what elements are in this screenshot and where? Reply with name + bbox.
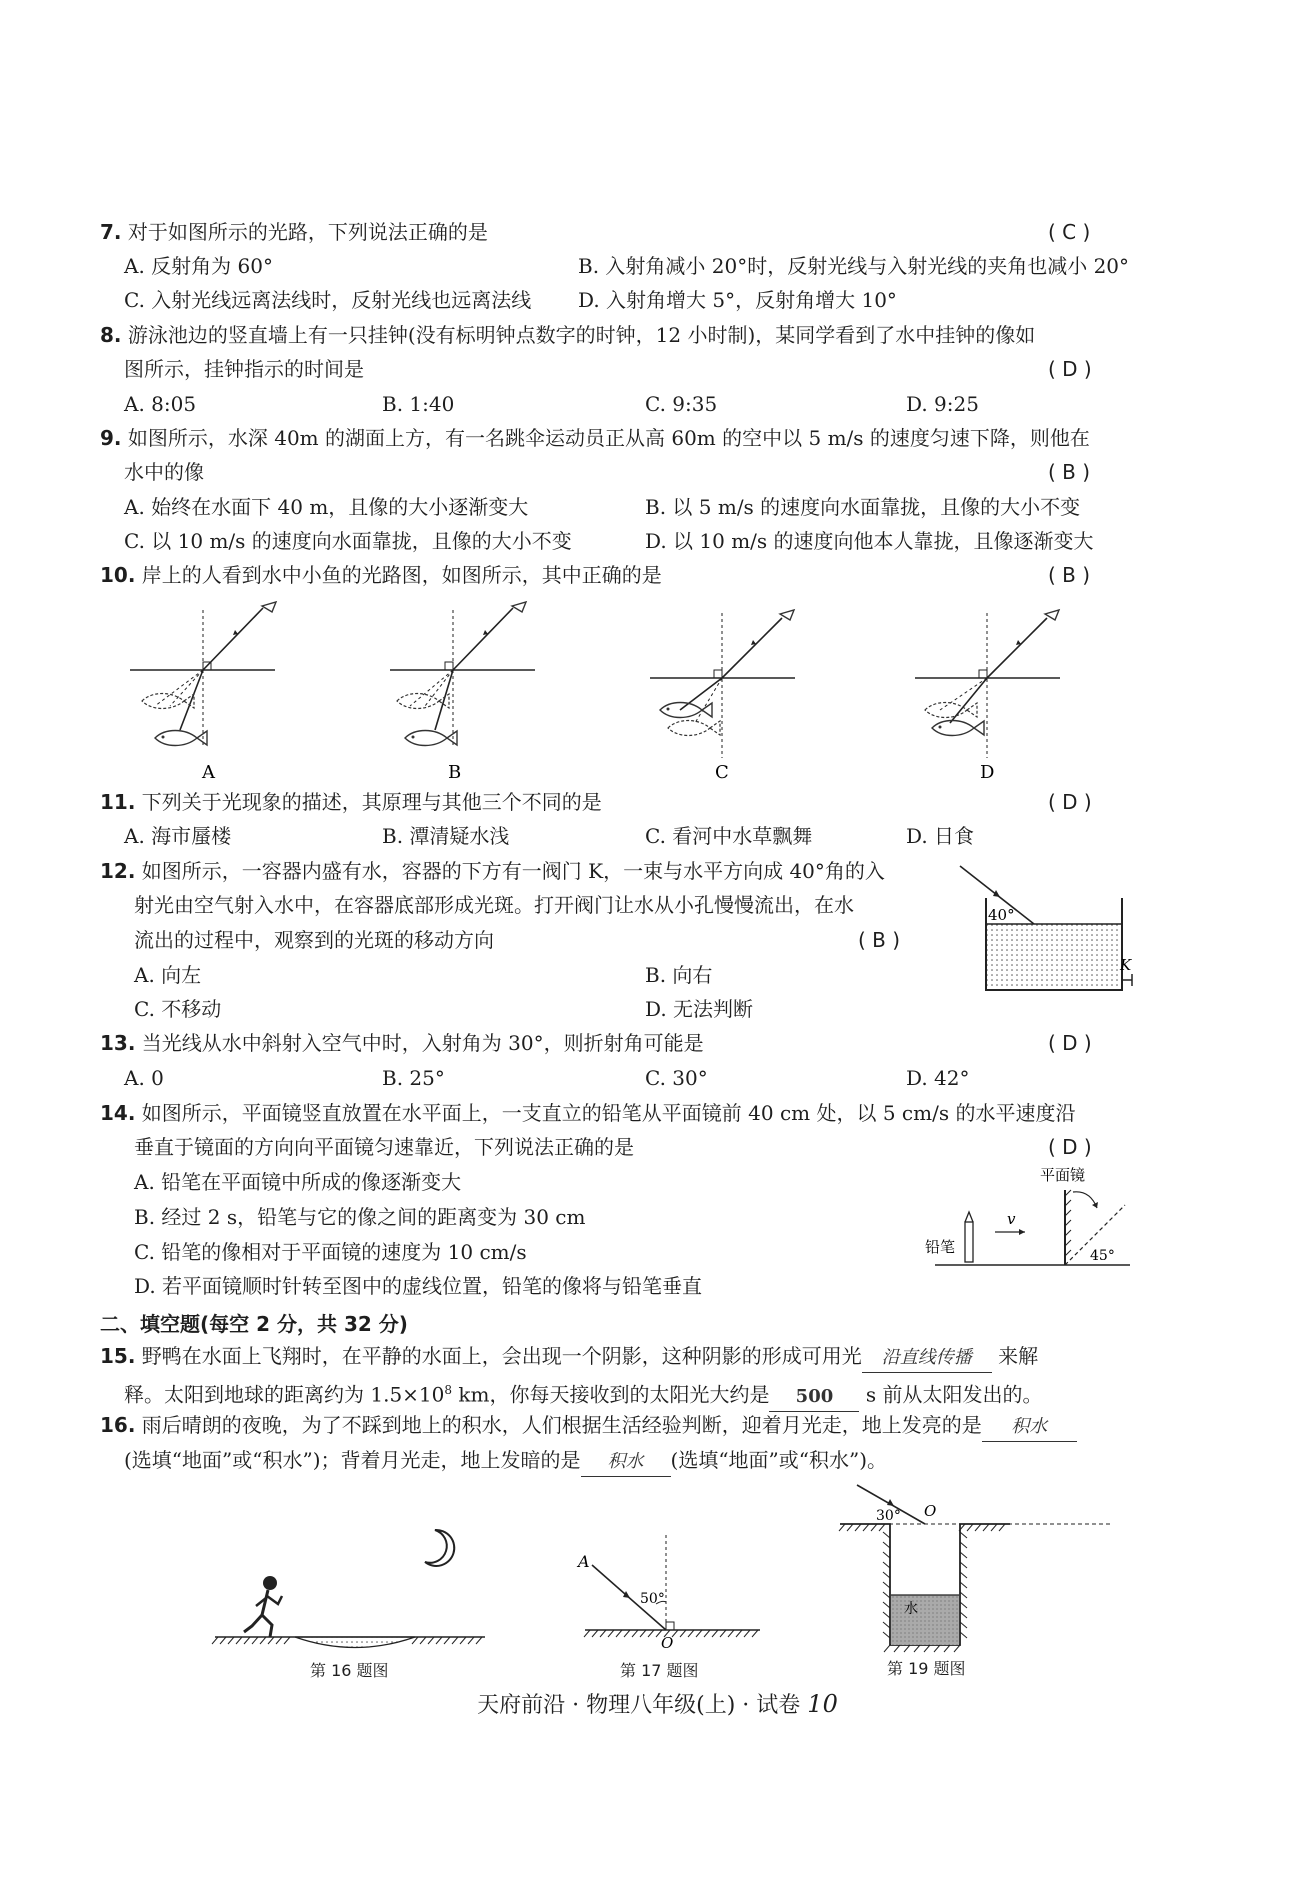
q14-option-b: B. 经过 2 s，铅笔与它的像之间的距离变为 30 cm [134, 1205, 586, 1229]
q12-stem-line2: 射光由空气射入水中，在容器底部形成光斑。打开阀门让水从小孔慢慢流出，在水 [134, 893, 854, 917]
q7-option-c: C. 入射光线远离法线时，反射光线也远离法线 [124, 288, 532, 312]
q7-answer: ( C ) [1048, 220, 1091, 244]
q10-diagrams [120, 598, 1160, 788]
bottom-figures [200, 1480, 1120, 1670]
q10-diagram-d [915, 610, 1060, 758]
q12-option-b: B. 向右 [645, 963, 713, 987]
q13-answer: ( D ) [1048, 1031, 1092, 1055]
q7-stem: 7. 对于如图所示的光路，下列说法正确的是 [100, 220, 488, 244]
q9-stem-line2: 水中的像 [124, 460, 204, 484]
q14-pencil-label: 铅笔 [925, 1238, 956, 1256]
q10-answer: ( B ) [1048, 563, 1091, 587]
q15-blank-1: 沿直线传播 [862, 1344, 992, 1373]
q16-line2: (选填“地面”或“积水”)；背着月光走，地上发暗的是 积水 (选填“地面”或“积水”)。 [124, 1446, 887, 1477]
q11-answer: ( D ) [1048, 790, 1092, 814]
fig16-diagram [212, 1530, 485, 1648]
q9-stem-line1: 9. 如图所示，水深 40m 的湖面上方，有一名跳伞运动员正从高 60m 的空中以 5 m/s 的速度匀速下降，则他在 [100, 426, 1090, 450]
q12-option-d: D. 无法判断 [645, 997, 754, 1021]
fig17-caption: 第 17 题图 [620, 1661, 699, 1680]
q8-answer: ( D ) [1048, 357, 1092, 381]
q10-diagram-b [390, 602, 535, 748]
q13-option-c: C. 30° [645, 1066, 708, 1090]
q13-option-b: B. 25° [382, 1066, 445, 1090]
q10-diagram-a [130, 602, 276, 748]
q8-stem-line2: 图所示，挂钟指示的时间是 [124, 357, 364, 381]
q14-answer: ( D ) [1048, 1135, 1092, 1159]
q7-option-b: B. 入射角减小 20°时，反射光线与入射光线的夹角也减小 20° [578, 254, 1130, 278]
q10-stem: 10. 岸上的人看到水中小鱼的光路图，如图所示，其中正确的是 [100, 563, 662, 587]
q8-option-c: C. 9:35 [645, 392, 718, 416]
q8-option-a: A. 8:05 [124, 392, 197, 416]
q15-line1: 15. 野鸭在水面上飞翔时，在平静的水面上，会出现一个阴影，这种阴影的形成可用光 沿直线传播 来解 [100, 1342, 1038, 1373]
fig19-angle-label: 30° [876, 1508, 901, 1524]
page-number: 10 [807, 1690, 838, 1718]
q11-option-c: C. 看河中水草飘舞 [645, 824, 813, 848]
fig19-water-label: 水 [904, 1601, 918, 1617]
q16-blank-1: 积水 [982, 1413, 1077, 1442]
q14-mirror-label: 平面镜 [1040, 1166, 1086, 1184]
q8-stem-line1: 8. 游泳池边的竖直墙上有一只挂钟(没有标明钟点数字的时钟，12 小时制)，某同学看到了水中挂钟的像如 [100, 323, 1036, 347]
q14-option-a: A. 铅笔在平面镜中所成的像逐渐变大 [134, 1170, 462, 1194]
q14-stem-line2: 垂直于镜面的方向向平面镜匀速靠近，下列说法正确的是 [134, 1135, 634, 1159]
q10-label-b: B [448, 762, 462, 783]
fig17-o-label: O [661, 1634, 674, 1652]
q12-angle-label: 40° [988, 906, 1015, 924]
q12-answer: ( B ) [858, 928, 901, 952]
q15-blank-2: 500 [769, 1383, 859, 1412]
page-footer: 天府前沿 · 物理八年级(上) · 试卷 10 [477, 1690, 838, 1718]
q10-diagram-c [650, 610, 795, 758]
q7-option-d: D. 入射角增大 5°，反射角增大 10° [578, 288, 897, 312]
q9-option-d: D. 以 10 m/s 的速度向他本人靠拢，且像逐渐变大 [645, 529, 1094, 553]
q14-figure [915, 1160, 1135, 1280]
fig19-caption: 第 19 题图 [887, 1659, 966, 1678]
q7-option-a: A. 反射角为 60° [124, 254, 273, 278]
q9-answer: ( B ) [1048, 460, 1091, 484]
q15-line2: 释。太阳到地球的距离约为 $1.5\times 10^8$ km，你每天接收到的太阳光大约是 500 s 前从太阳发出的。 [124, 1376, 1042, 1412]
q8-option-d: D. 9:25 [906, 392, 979, 416]
q8-option-b: B. 1:40 [382, 392, 455, 416]
q16-blank-2: 积水 [581, 1448, 671, 1477]
q10-label-a: A [202, 762, 215, 783]
q14-v-label: v [1007, 1210, 1016, 1228]
section-fill-in-title: 二、填空题(每空 2 分，共 32 分) [100, 1312, 408, 1336]
q10-label-c: C [715, 762, 729, 783]
q12-option-c: C. 不移动 [134, 997, 222, 1021]
q12-option-a: A. 向左 [134, 963, 202, 987]
q10-label-d: D [980, 762, 995, 783]
q13-option-a: A. 0 [124, 1066, 164, 1090]
q11-option-b: B. 潭清疑水浅 [382, 824, 510, 848]
fig17-a-label: A [578, 1552, 590, 1571]
q16-line1: 16. 雨后晴朗的夜晚，为了不踩到地上的积水，人们根据生活经验判断，迎着月光走，地上发亮的是 积水 [100, 1411, 1077, 1442]
q12-figure [950, 858, 1135, 998]
fig19-o-label: O [924, 1502, 937, 1520]
q11-stem: 11. 下列关于光现象的描述，其原理与其他三个不同的是 [100, 790, 602, 814]
q13-option-d: D. 42° [906, 1066, 970, 1090]
q9-option-b: B. 以 5 m/s 的速度向水面靠拢，且像的大小不变 [645, 495, 1081, 519]
fig16-caption: 第 16 题图 [310, 1661, 389, 1680]
q13-stem: 13. 当光线从水中斜射入空气中时，入射角为 30°，则折射角可能是 [100, 1031, 704, 1055]
q14-option-d: D. 若平面镜顺时针转至图中的虚线位置，铅笔的像将与铅笔垂直 [134, 1274, 703, 1298]
q9-option-c: C. 以 10 m/s 的速度向水面靠拢，且像的大小不变 [124, 529, 572, 553]
q12-stem-line1: 12. 如图所示，一容器内盛有水，容器的下方有一阀门 K，一束与水平方向成 40°角的入 [100, 859, 885, 883]
q11-option-a: A. 海市蜃楼 [124, 824, 232, 848]
fig17-angle-label: 50° [640, 1591, 665, 1607]
q9-option-a: A. 始终在水面下 40 m，且像的大小逐渐变大 [124, 495, 529, 519]
q14-angle-label: 45° [1090, 1248, 1115, 1264]
q12-stem-line3: 流出的过程中，观察到的光斑的移动方向 [134, 928, 494, 952]
q12-valve-label: K [1120, 956, 1132, 974]
q14-option-c: C. 铅笔的像相对于平面镜的速度为 10 cm/s [134, 1240, 527, 1264]
fig17-diagram [584, 1535, 760, 1637]
q11-option-d: D. 日食 [906, 824, 975, 848]
q14-stem-line1: 14. 如图所示，平面镜竖直放置在水平面上，一支直立的铅笔从平面镜前 40 cm 处，以 5 cm/s 的水平速度沿 [100, 1101, 1076, 1125]
